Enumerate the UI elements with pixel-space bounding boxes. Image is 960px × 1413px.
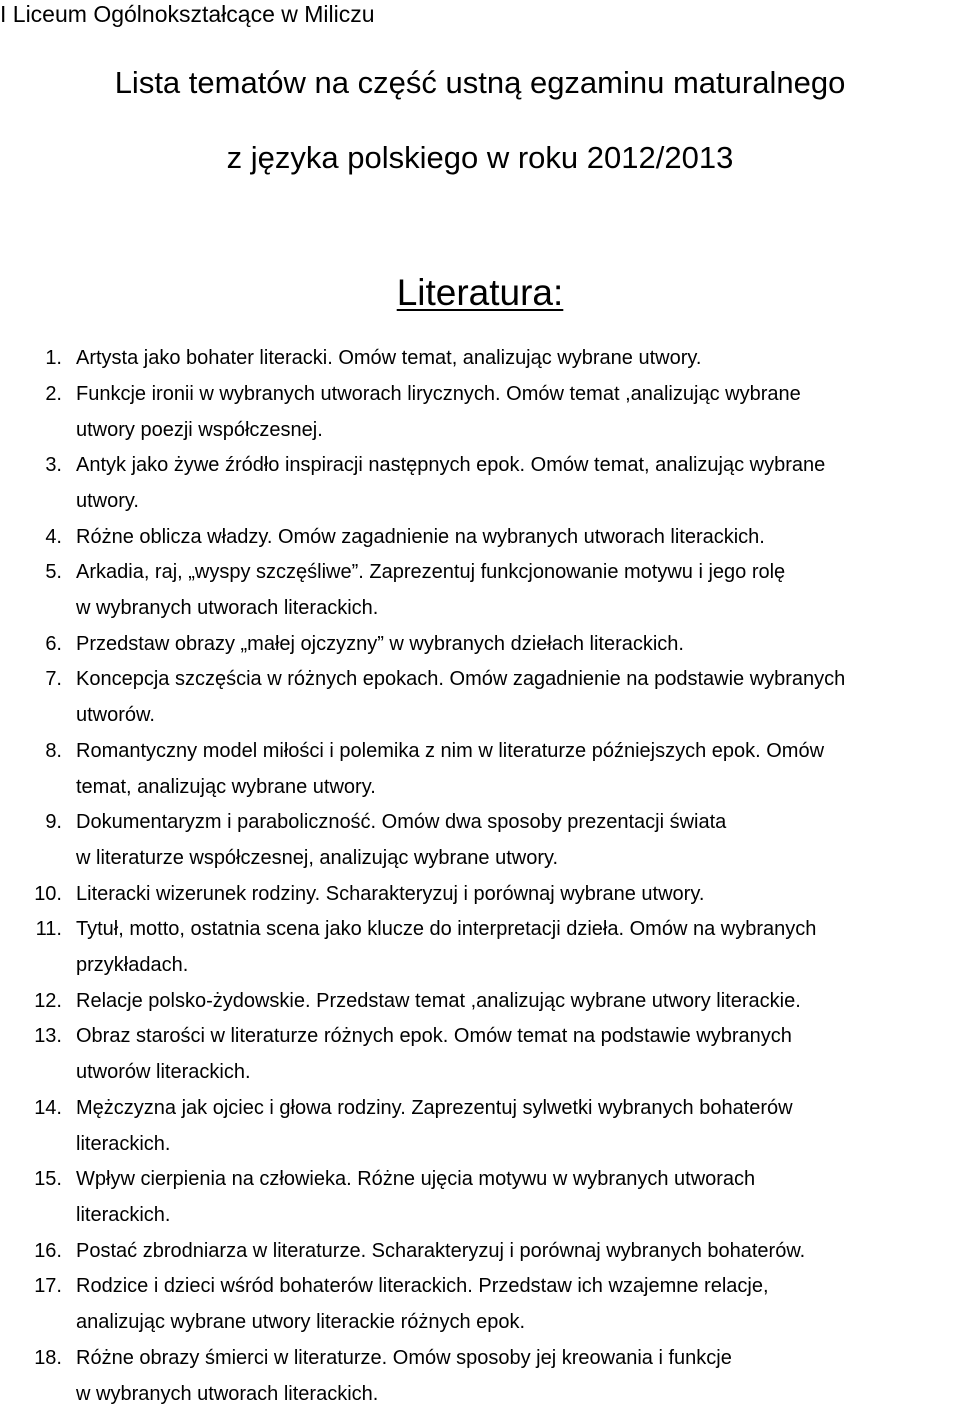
list-item-text: Mężczyzna jak ojciec i głowa rodziny. Zaprezentuj sylwetki wybranych bohaterów bbox=[76, 1097, 793, 1119]
list-item-text: Artysta jako bohater literacki. Omów temat, analizując wybrane utwory. bbox=[76, 347, 702, 369]
list-item-text: przykładach. bbox=[76, 954, 189, 976]
list-item-text: Postać zbrodniarza w literaturze. Scharakteryzuj i porównaj wybranych bohaterów. bbox=[76, 1240, 806, 1262]
list-item-text: utworów literackich. bbox=[76, 1061, 251, 1083]
list-item-number: 13. bbox=[34, 1025, 62, 1047]
list-item-text: Różne oblicza władzy. Omów zagadnienie na wybranych utworach literackich. bbox=[76, 526, 765, 548]
list-item-text: Tytuł, motto, ostatnia scena jako klucze do interpretacji dzieła. Omów na wybranych bbox=[76, 918, 817, 940]
list-item-text: Przedstaw obrazy „małej ojczyzny” w wybranych dziełach literackich. bbox=[76, 633, 684, 655]
list-item-text: w wybranych utworach literackich. bbox=[76, 597, 379, 619]
list-item-number: 3. bbox=[45, 454, 62, 476]
school-name: I Liceum Ogólnokształcące w Miliczu bbox=[0, 1, 375, 27]
list-item-text: Romantyczny model miłości i polemika z nim w literaturze późniejszych epok. Omów bbox=[76, 740, 825, 762]
list-item-number: 7. bbox=[45, 668, 62, 690]
list-item-text: Różne obrazy śmierci w literaturze. Omów sposoby jej kreowania i funkcje bbox=[76, 1347, 732, 1369]
list-item-text: w literaturze współczesnej, analizując wybrane utwory. bbox=[76, 847, 559, 869]
document-title-line-2: z języka polskiego w roku 2012/2013 bbox=[226, 140, 734, 175]
list-item-text: Koncepcja szczęścia w różnych epokach. Omów zagadnienie na podstawie wybranych bbox=[76, 668, 846, 690]
list-item-text: Obraz starości w literaturze różnych epok. Omów temat na podstawie wybranych bbox=[76, 1025, 792, 1047]
list-item-text: temat, analizując wybrane utwory. bbox=[76, 776, 376, 798]
list-item-number: 12. bbox=[34, 990, 62, 1012]
list-item-number: 17. bbox=[34, 1275, 62, 1297]
list-item-number: 14. bbox=[34, 1097, 62, 1119]
list-item-text: literackich. bbox=[76, 1204, 171, 1226]
list-item-number: 18. bbox=[34, 1347, 62, 1369]
list-item-number: 1. bbox=[45, 347, 62, 369]
list-item-text: Antyk jako żywe źródło inspiracji następnych epok. Omów temat, analizując wybrane bbox=[76, 454, 826, 476]
list-item-number: 2. bbox=[45, 383, 62, 405]
list-item-number: 11. bbox=[35, 918, 62, 940]
list-item-text: Funkcje ironii w wybranych utworach lirycznych. Omów temat ,analizując wybrane bbox=[76, 383, 801, 405]
list-item-number: 6. bbox=[45, 633, 62, 655]
section-heading: Literatura: bbox=[396, 272, 564, 313]
list-item-number: 5. bbox=[45, 561, 62, 583]
list-item-number: 4. bbox=[45, 526, 62, 548]
document-title-line-1: Lista tematów na część ustną egzaminu maturalnego bbox=[114, 65, 846, 100]
list-item-text: Rodzice i dzieci wśród bohaterów literackich. Przedstaw ich wzajemne relacje, bbox=[76, 1275, 769, 1297]
list-item-text: utwory poezji współczesnej. bbox=[76, 419, 323, 441]
list-item-number: 9. bbox=[45, 811, 62, 833]
list-item-text: literackich. bbox=[76, 1133, 171, 1155]
list-item-number: 16. bbox=[34, 1240, 62, 1262]
list-item-text: Literacki wizerunek rodziny. Scharakteryzuj i porównaj wybrane utwory. bbox=[76, 883, 705, 905]
list-item-text: Relacje polsko-żydowskie. Przedstaw temat ,analizując wybrane utwory literackie. bbox=[76, 990, 801, 1012]
list-item-number: 10. bbox=[34, 883, 62, 905]
list-item-number: 15. bbox=[34, 1168, 62, 1190]
list-item-text: w wybranych utworach literackich. bbox=[76, 1383, 379, 1405]
list-item-text: utwory. bbox=[76, 490, 139, 512]
list-item-text: Dokumentaryzm i paraboliczność. Omów dwa sposoby prezentacji świata bbox=[76, 811, 727, 833]
list-item-text: Wpływ cierpienia na człowieka. Różne ujęcia motywu w wybranych utworach bbox=[76, 1168, 756, 1190]
list-item-number: 8. bbox=[45, 740, 62, 762]
list-item-text: Arkadia, raj, „wyspy szczęśliwe”. Zaprezentuj funkcjonowanie motywu i jego rolę bbox=[76, 561, 786, 583]
list-item-text: analizując wybrane utwory literackie różnych epok. bbox=[76, 1311, 526, 1333]
list-item-text: utworów. bbox=[76, 704, 155, 726]
